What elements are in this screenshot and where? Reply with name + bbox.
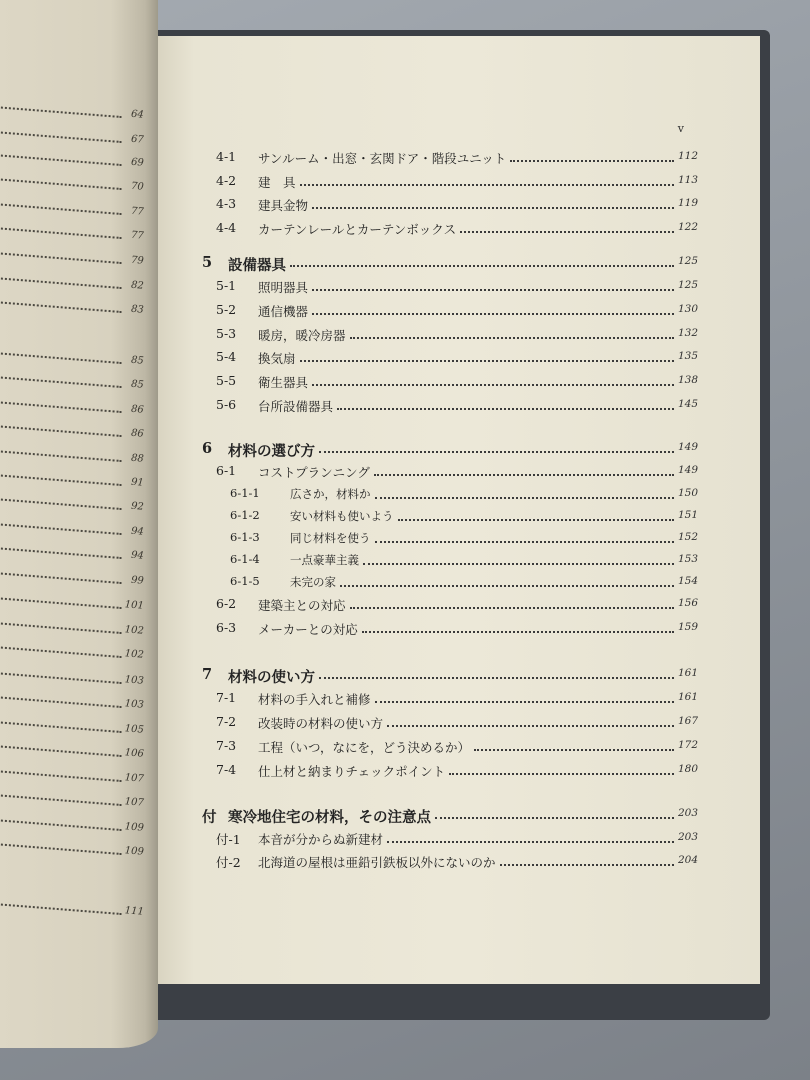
left-page-entry <box>0 713 144 741</box>
toc-page-number: 119 <box>677 197 698 209</box>
dot-leader <box>0 376 122 388</box>
toc-section <box>158 620 698 640</box>
toc-title: 通信機器 <box>258 304 309 319</box>
left-page-entry <box>0 614 144 642</box>
left-page-entry <box>0 835 144 863</box>
left-page-number: 85 <box>130 378 145 391</box>
left-page-number: 64 <box>130 108 145 121</box>
toc-title: サンルーム・出窓・玄関ドア・階段ユニット <box>258 151 507 166</box>
dot-leader <box>312 207 674 209</box>
toc-section <box>158 397 698 417</box>
dot-leader <box>0 523 122 535</box>
toc-number: 7-4 <box>216 762 237 777</box>
toc-page-number: 149 <box>677 464 698 476</box>
left-page-entry <box>0 344 144 372</box>
left-page-entry <box>0 737 144 765</box>
left-page-number: 77 <box>130 229 145 242</box>
toc-title: 本音が分からぬ新建材 <box>258 832 384 847</box>
toc-number: 6-1-4 <box>230 552 260 566</box>
toc-number: 6-1-5 <box>230 574 260 588</box>
toc-number: 6-1 <box>216 463 237 478</box>
dot-leader <box>398 519 674 521</box>
toc-page-number: 152 <box>677 531 698 543</box>
left-page-entry <box>0 123 144 151</box>
toc-subsection <box>158 486 698 506</box>
dot-leader <box>0 745 122 757</box>
toc-number: 5-1 <box>216 278 237 293</box>
toc-number: 6-1-3 <box>230 530 260 544</box>
toc-page-number: 138 <box>677 374 698 386</box>
toc-title: 換気扇 <box>258 351 296 366</box>
toc-page-number: 204 <box>677 854 698 866</box>
left-page-number: 103 <box>124 698 145 711</box>
dot-leader <box>363 563 674 565</box>
toc-title: 材料の手入れと補修 <box>258 692 371 707</box>
toc-title: 同じ材料を使う <box>290 531 371 545</box>
toc-number: 4-1 <box>216 149 237 164</box>
toc-title: 材料の使い方 <box>228 669 315 686</box>
left-page-entry <box>0 442 144 470</box>
right-page <box>158 36 760 984</box>
toc-title: 未完の家 <box>290 575 336 589</box>
left-page-number: 91 <box>130 476 145 489</box>
left-page-entry <box>0 490 144 518</box>
toc-number: 7-1 <box>216 690 237 705</box>
dot-leader <box>0 843 122 855</box>
toc-number: 5-6 <box>216 397 237 412</box>
toc-number: 7 <box>202 666 213 683</box>
toc-title: 暖房，暖冷房器 <box>258 328 346 343</box>
dot-leader <box>510 160 674 162</box>
left-page-entry <box>0 269 144 297</box>
left-page-entry <box>0 762 144 790</box>
dot-leader <box>435 817 674 819</box>
toc-number: 5-3 <box>216 326 237 341</box>
dot-leader <box>0 352 122 364</box>
left-page-entry <box>0 195 144 223</box>
dot-leader <box>374 474 674 476</box>
dot-leader <box>0 819 122 831</box>
toc-page-number: 130 <box>677 303 698 315</box>
toc-title: 衛生器具 <box>258 375 309 390</box>
toc-title: 建築主との対応 <box>258 598 346 613</box>
dot-leader <box>0 597 122 609</box>
toc-page-number: 203 <box>677 831 698 843</box>
left-page-number: 94 <box>130 549 145 562</box>
toc-number: 7-3 <box>216 738 237 753</box>
left-page-entry <box>0 244 144 272</box>
toc-title: 寒冷地住宅の材料，その注意点 <box>228 809 431 826</box>
toc-number: 6-1-2 <box>230 508 260 522</box>
dot-leader <box>0 721 122 733</box>
left-page-number: 109 <box>124 821 145 834</box>
left-page-entry <box>0 170 144 198</box>
toc-section <box>158 220 698 240</box>
toc-number: 6-2 <box>216 596 237 611</box>
toc-page-number: 154 <box>677 575 698 587</box>
left-page-number: 82 <box>130 279 145 292</box>
toc-title: 北海道の屋根は亜鉛引鉄板以外にないのか <box>258 855 496 870</box>
toc-title: 建 具 <box>258 175 296 190</box>
toc-title: 照明器具 <box>258 280 309 295</box>
left-page-number: 106 <box>124 747 145 760</box>
page-number-roman: v <box>677 122 684 135</box>
dot-leader <box>460 231 674 233</box>
toc-page-number: 135 <box>677 350 698 362</box>
dot-leader <box>312 313 674 315</box>
toc-page-number: 156 <box>677 597 698 609</box>
toc-page-number: 150 <box>677 487 698 499</box>
left-page-entry <box>0 895 144 923</box>
toc-page-number: 180 <box>677 763 698 775</box>
dot-leader <box>375 497 674 499</box>
left-page-number: 88 <box>130 452 145 465</box>
toc-page-number: 167 <box>677 715 698 727</box>
toc-subsection <box>158 508 698 528</box>
left-page-entry <box>0 466 144 494</box>
dot-leader <box>0 498 122 510</box>
toc-section <box>158 714 698 734</box>
left-page-entry <box>0 564 144 592</box>
left-page-entry <box>0 786 144 814</box>
left-page-entry <box>0 539 144 567</box>
toc-number: 付-2 <box>216 855 241 870</box>
left-page-entry <box>0 146 144 174</box>
toc-title: 台所設備器具 <box>258 399 334 414</box>
toc-page-number: 203 <box>677 807 698 819</box>
toc-title: 材料の選び方 <box>228 443 315 460</box>
toc-page-number: 159 <box>677 621 698 633</box>
left-page-entry <box>0 664 144 692</box>
toc-title: 建具金物 <box>258 198 309 213</box>
toc-section <box>158 463 698 483</box>
dot-leader <box>312 289 674 291</box>
left-page-entry <box>0 688 144 716</box>
toc-title: 工程（いつ，なにを，どう決めるか） <box>258 740 471 755</box>
toc-number: 付 <box>202 809 217 826</box>
toc-title: コストプランニング <box>258 465 370 480</box>
dot-leader <box>0 425 122 437</box>
left-page-number: 105 <box>124 723 145 736</box>
dot-leader <box>337 408 674 410</box>
toc-number: 7-2 <box>216 714 237 729</box>
dot-leader <box>0 227 122 239</box>
dot-leader <box>474 749 674 751</box>
toc-title: 改装時の材料の使い方 <box>258 716 384 731</box>
left-page-number: 70 <box>130 180 145 193</box>
left-page-entry <box>0 219 144 247</box>
dot-leader <box>350 337 674 339</box>
toc-title: 一点豪華主義 <box>290 553 359 567</box>
toc-number: 6 <box>202 440 213 457</box>
toc-page-number: 132 <box>677 327 698 339</box>
left-page-number: 99 <box>130 574 145 587</box>
dot-leader <box>0 277 122 289</box>
toc-page-number: 145 <box>677 398 698 410</box>
toc-page-number: 113 <box>677 174 698 186</box>
left-page-number: 83 <box>130 303 145 316</box>
toc-section <box>158 278 698 298</box>
left-page-number: 111 <box>124 905 145 918</box>
dot-leader <box>0 252 122 264</box>
toc-chapter <box>158 254 698 274</box>
dot-leader <box>312 384 674 386</box>
toc-section <box>158 149 698 169</box>
toc-chapter <box>158 666 698 686</box>
dot-leader <box>0 770 122 782</box>
dot-leader <box>0 401 122 413</box>
dot-leader <box>290 265 674 267</box>
toc-page-number: 172 <box>677 739 698 751</box>
toc-page-number: 122 <box>677 221 698 233</box>
toc-number: 4-3 <box>216 196 237 211</box>
left-page-number: 94 <box>130 525 145 538</box>
left-page-number: 86 <box>130 403 145 416</box>
dot-leader <box>375 701 674 703</box>
toc-number: 付-1 <box>216 832 241 847</box>
toc-section <box>158 690 698 710</box>
dot-leader <box>319 677 674 679</box>
dot-leader <box>0 474 122 486</box>
toc-section <box>158 196 698 216</box>
left-page-entry <box>0 811 144 839</box>
left-page-number: 109 <box>124 845 145 858</box>
dot-leader <box>449 773 674 775</box>
dot-leader <box>0 154 122 166</box>
left-page-number: 67 <box>130 133 145 146</box>
dot-leader <box>0 178 122 190</box>
toc-page-number: 151 <box>677 509 698 521</box>
left-page-entry <box>0 368 144 396</box>
dot-leader <box>0 301 122 313</box>
dot-leader <box>0 450 122 462</box>
dot-leader <box>0 203 122 215</box>
dot-leader <box>500 864 674 866</box>
left-page-number: 107 <box>124 796 145 809</box>
dot-leader <box>0 547 122 559</box>
left-page-number: 69 <box>130 156 145 169</box>
toc-page-number: 161 <box>677 667 698 679</box>
toc-title: 安い材料も使いよう <box>290 509 394 523</box>
toc-subsection <box>158 574 698 594</box>
left-page-number: 86 <box>130 427 145 440</box>
toc-number: 4-4 <box>216 220 237 235</box>
toc-page-number: 112 <box>677 150 698 162</box>
toc-number: 5-2 <box>216 302 237 317</box>
toc-number: 5-5 <box>216 373 237 388</box>
toc-section <box>158 596 698 616</box>
dot-leader <box>340 585 674 587</box>
toc-section <box>158 373 698 393</box>
toc-section <box>158 326 698 346</box>
dot-leader <box>0 672 122 684</box>
dot-leader <box>362 631 674 633</box>
left-page-number: 92 <box>130 500 145 513</box>
left-page-entry <box>0 589 144 617</box>
left-page-entry <box>0 417 144 445</box>
toc-number: 4-2 <box>216 173 237 188</box>
dot-leader <box>0 903 122 915</box>
toc-page-number: 161 <box>677 691 698 703</box>
left-page-entry <box>0 393 144 421</box>
dot-leader <box>300 360 674 362</box>
toc-chapter <box>158 806 698 826</box>
dot-leader <box>319 451 674 453</box>
toc-subsection <box>158 552 698 572</box>
toc-page-number: 153 <box>677 553 698 565</box>
dot-leader <box>0 794 122 806</box>
toc-number: 6-1-1 <box>230 486 260 500</box>
dot-leader <box>0 572 122 584</box>
left-page <box>0 0 158 1048</box>
dot-leader <box>387 725 674 727</box>
toc-section <box>158 853 698 873</box>
left-page-number: 102 <box>124 624 145 637</box>
toc-page-number: 125 <box>677 279 698 291</box>
left-page-entry <box>0 638 144 666</box>
toc-section <box>158 173 698 193</box>
toc-page-number: 149 <box>677 441 698 453</box>
dot-leader <box>0 696 122 708</box>
left-page-number: 101 <box>124 599 145 612</box>
left-page-entry <box>0 515 144 543</box>
left-page-number: 102 <box>124 648 145 661</box>
left-page-number: 107 <box>124 772 145 785</box>
toc-section <box>158 738 698 758</box>
dot-leader <box>387 841 674 843</box>
dot-leader <box>0 106 122 118</box>
left-page-number: 79 <box>130 254 145 267</box>
toc-page-number: 125 <box>677 255 698 267</box>
dot-leader <box>0 131 122 143</box>
left-page-number: 85 <box>130 354 145 367</box>
toc-title: 仕上材と納まりチェックポイント <box>258 764 446 779</box>
toc-subsection <box>158 530 698 550</box>
dot-leader <box>375 541 674 543</box>
left-page-number: 103 <box>124 674 145 687</box>
toc-title: 設備器具 <box>228 257 286 274</box>
toc-number: 5-4 <box>216 349 237 364</box>
toc-section <box>158 349 698 369</box>
toc-title: 広さか，材料か <box>290 487 371 501</box>
toc-section <box>158 302 698 322</box>
toc-number: 6-3 <box>216 620 237 635</box>
left-page-number: 77 <box>130 205 145 218</box>
toc-chapter <box>158 440 698 460</box>
dot-leader <box>300 184 674 186</box>
dot-leader <box>0 622 122 634</box>
dot-leader <box>350 607 674 609</box>
toc-section <box>158 762 698 782</box>
toc-number: 5 <box>202 254 213 271</box>
toc-title: メーカーとの対応 <box>258 622 358 637</box>
left-page-entry <box>0 98 144 126</box>
toc-section <box>158 830 698 850</box>
left-page-entry <box>0 293 144 321</box>
dot-leader <box>0 646 122 658</box>
toc-title: カーテンレールとカーテンボックス <box>258 222 457 237</box>
